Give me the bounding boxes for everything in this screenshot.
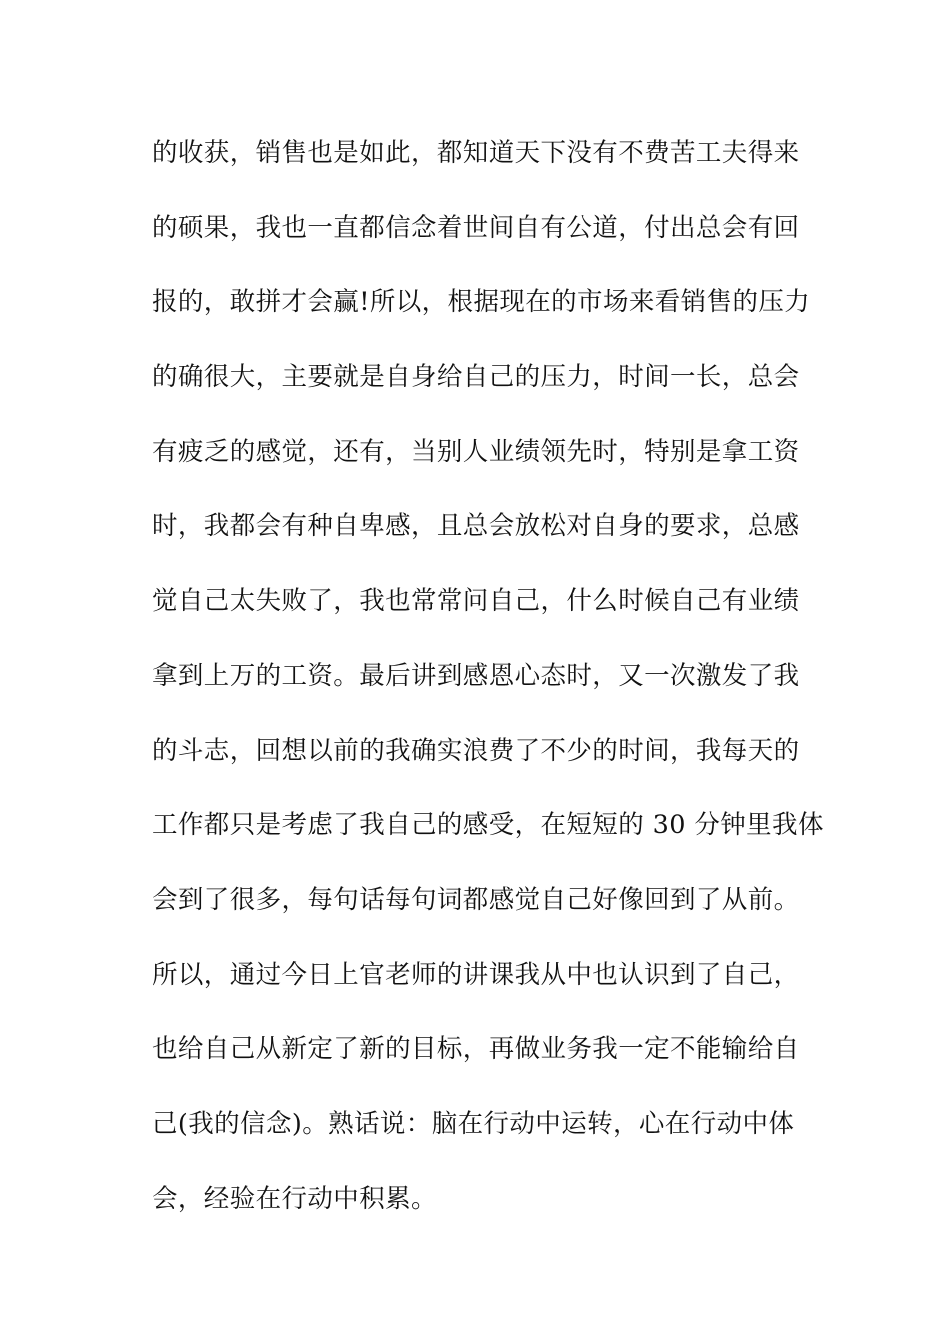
text-line: 工作都只是考虑了我自己的感受，在短短的 30 分钟里我体 bbox=[152, 810, 824, 841]
text-line: 会，经验在行动中积累。 bbox=[152, 1183, 437, 1214]
body-text bbox=[152, 128, 824, 1248]
text-line: 会到了很多，每句话每句词都感觉自己好像回到了从前。 bbox=[152, 884, 800, 915]
text-line: 拿到上万的工资。最后讲到感恩心态时，又一次激发了我 bbox=[152, 660, 800, 691]
text-line: 的硕果，我也一直都信念着世间自有公道，付出总会有回 bbox=[152, 212, 800, 243]
text-line: 所以，通过今日上官老师的讲课我从中也认识到了自己， bbox=[152, 959, 800, 990]
text-line: 的收获，销售也是如此，都知道天下没有不费苦工夫得来 bbox=[152, 138, 800, 168]
text-line: 的斗志，回想以前的我确实浪费了不少的时间，我每天的 bbox=[152, 735, 800, 766]
text-line: 的确很大，主要就是自身给自己的压力，时间一长，总会 bbox=[152, 362, 800, 393]
text-line: 也给自己从新定了新的目标，再做业务我一定不能输给自 bbox=[152, 1034, 800, 1065]
text-line: 己(我的信念)。熟话说：脑在行动中运转，心在行动中体 bbox=[152, 1108, 795, 1139]
text-line: 时，我都会有种自卑感，且总会放松对自身的要求，总感 bbox=[152, 511, 800, 542]
text-line: 觉自己太失败了，我也常常问自己，什么时候自己有业绩 bbox=[152, 586, 800, 617]
text-line: 报的，敢拼才会赢!所以，根据现在的市场来看销售的压力 bbox=[152, 287, 811, 318]
text-line: 有疲乏的感觉，还有，当别人业绩领先时，特别是拿工资 bbox=[152, 436, 800, 467]
